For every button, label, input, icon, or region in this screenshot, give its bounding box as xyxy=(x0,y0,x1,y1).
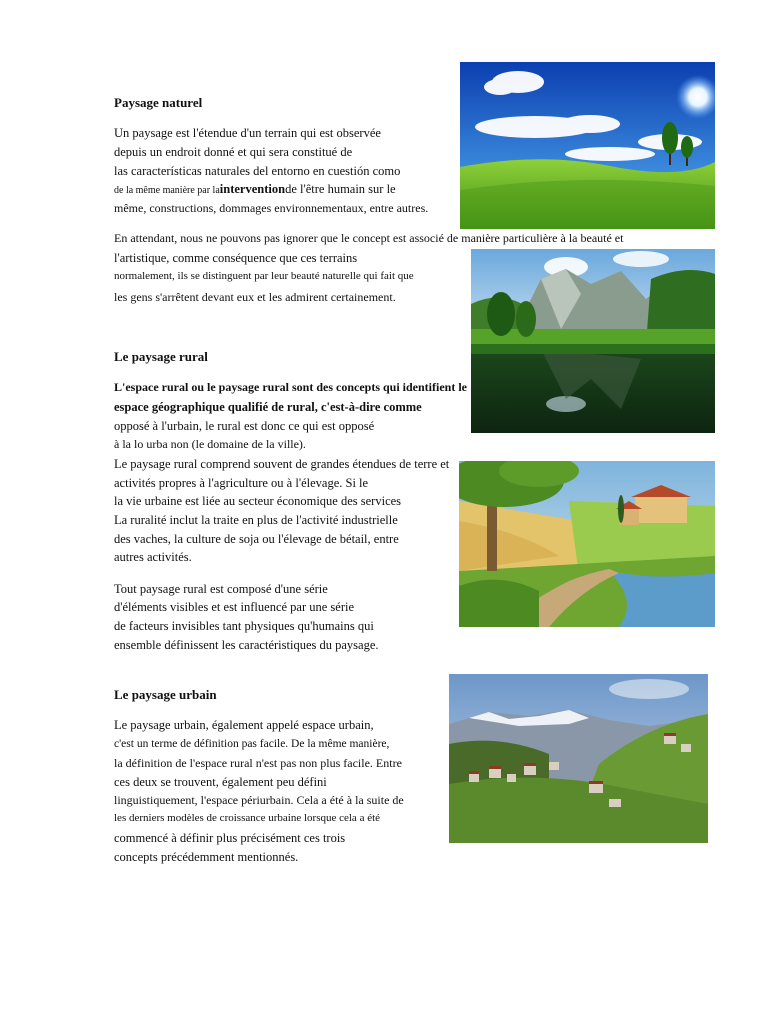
paragraph-line: les derniers modèles de croissance urbaine lorsque cela a été xyxy=(114,812,381,824)
paragraph-line: opposé à l'urbain, le rural est donc ce qui est opposé xyxy=(114,419,375,433)
text-span: de l'être humain sur le xyxy=(285,182,396,196)
paragraph-line: depuis un endroit donné et qui sera constitué de xyxy=(114,145,353,159)
section-title-urban: Le paysage urbain xyxy=(114,687,217,702)
paragraph-line: ces deux se trouvent, également peu défini xyxy=(114,775,327,789)
meadow-image xyxy=(460,62,715,229)
paragraph-line: commencé à définir plus précisément ces trois xyxy=(114,831,346,845)
paragraph-line: Le paysage rural comprend souvent de grandes étendues de terre et xyxy=(114,457,450,471)
village-image xyxy=(449,674,708,843)
paragraph-line-mixed xyxy=(114,180,396,200)
paragraph-line: la vie urbaine est liée au secteur économique des services xyxy=(114,494,402,508)
paragraph-line: d'éléments visibles et est influencé par une série xyxy=(114,600,355,614)
rural-painting-image xyxy=(459,461,715,627)
paragraph-line: Le paysage urbain, également appelé espace urbain, xyxy=(114,718,374,732)
bold-term: intervention xyxy=(219,182,286,196)
paragraph-line: autres activités. xyxy=(114,550,192,564)
paragraph-line: les gens s'arrêtent devant eux et les admirent certainement. xyxy=(114,290,396,304)
section-title-rural: Le paysage rural xyxy=(114,349,208,364)
paragraph-line: las características naturales del entorno en cuestión como xyxy=(114,164,401,178)
paragraph-line: des vaches, la culture de soja ou l'élevage de bétail, entre xyxy=(114,532,399,546)
paragraph-line: Tout paysage rural est composé d'une série xyxy=(114,582,328,596)
paragraph-line: ensemble définissent les caractéristiques du paysage. xyxy=(114,638,379,652)
lake-image xyxy=(471,249,715,433)
paragraph-line-bold: L'espace rural ou le paysage rural sont des concepts qui identifient le xyxy=(114,380,467,394)
paragraph-line: de facteurs invisibles tant physiques qu'humains qui xyxy=(114,619,374,633)
paragraph-line: En attendant, nous ne pouvons pas ignorer que le concept est associé de manière particulière à la beauté et xyxy=(114,231,624,245)
paragraph-line: Un paysage est l'étendue d'un terrain qui est observée xyxy=(114,126,381,140)
paragraph-line: l'artistique, comme conséquence que ces terrains xyxy=(114,251,358,265)
paragraph-line: même, constructions, dommages environnementaux, entre autres. xyxy=(114,201,429,215)
paragraph-line: normalement, ils se distinguent par leur beauté naturelle qui fait que xyxy=(114,270,414,282)
paragraph-line: à la lo urba non (le domaine de la ville). xyxy=(114,437,306,451)
paragraph-line: linguistiquement, l'espace périurbain. Cela a été à la suite de xyxy=(114,793,404,807)
paragraph-line-bold: espace géographique qualifié de rural, c'est-à-dire comme xyxy=(114,400,422,414)
paragraph-line: activités propres à l'agriculture ou à l'élevage. Si le xyxy=(114,476,369,490)
paragraph-line: concepts précédemment mentionnés. xyxy=(114,850,299,864)
paragraph-line: La ruralité inclut la traite en plus de l'activité industrielle xyxy=(114,513,398,527)
section-title-natural: Paysage naturel xyxy=(114,95,203,110)
paragraph-line: la définition de l'espace rural n'est pas non plus facile. Entre xyxy=(114,756,402,770)
small-text: de la même manière par la xyxy=(114,185,220,196)
paragraph-line: c'est un terme de définition pas facile. De la même manière, xyxy=(114,738,390,750)
